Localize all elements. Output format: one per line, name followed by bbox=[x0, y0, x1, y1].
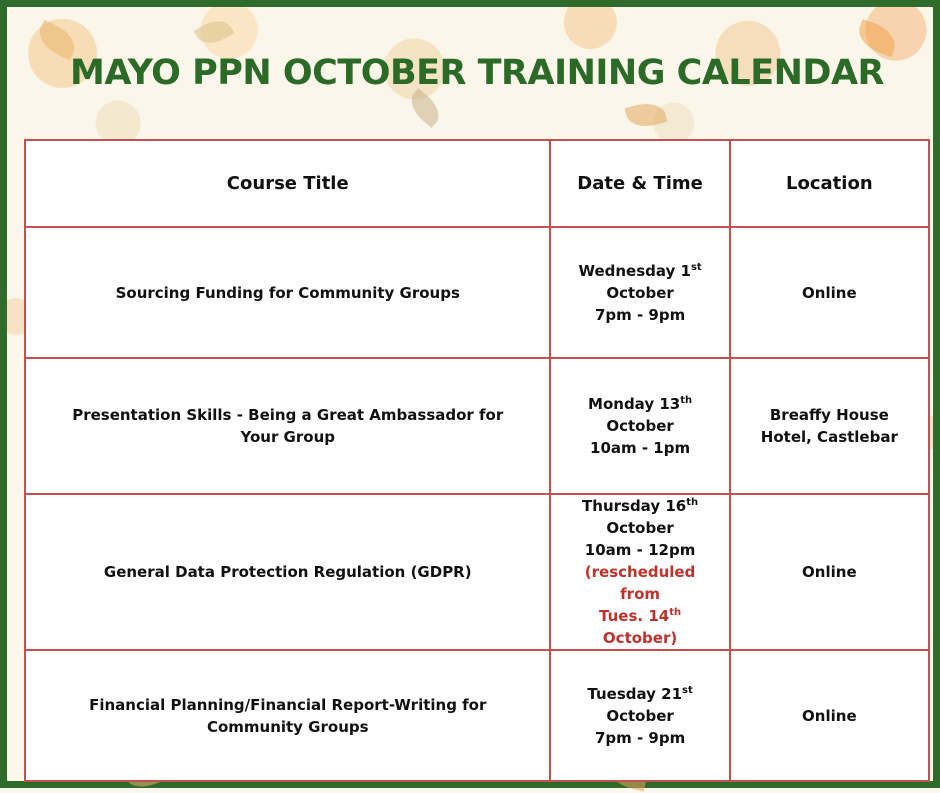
day-text: Wednesday 1 bbox=[578, 261, 691, 280]
table-row bbox=[25, 227, 929, 358]
course-title-cell: Financial Planning/Financial Report-Writing for Community Groups bbox=[25, 650, 550, 781]
reschedule-note-line-1: (rescheduled from bbox=[584, 563, 696, 603]
location-cell: Online bbox=[730, 227, 929, 358]
time-text: 10am - 12pm bbox=[584, 541, 696, 559]
header-date-time: Date & Time bbox=[550, 140, 729, 227]
day-text: Monday 13 bbox=[588, 395, 681, 413]
date-time-cell bbox=[550, 494, 729, 650]
reschedule-note-month: October) bbox=[602, 629, 678, 647]
time-text: 10am - 1pm bbox=[590, 439, 691, 457]
date-time-cell bbox=[550, 650, 729, 781]
day-line bbox=[565, 260, 714, 282]
month-text: October bbox=[606, 519, 674, 537]
header-course-title: Course Title bbox=[25, 140, 550, 227]
day-suffix: th bbox=[680, 395, 693, 406]
day-suffix: th bbox=[686, 497, 699, 508]
leaf-decoration bbox=[625, 98, 668, 131]
header-location: Location bbox=[730, 140, 929, 227]
month-text: October bbox=[606, 706, 674, 725]
table-row bbox=[25, 358, 929, 494]
day-line bbox=[565, 393, 714, 415]
month-text: October bbox=[606, 417, 674, 435]
leaf-decoration bbox=[404, 88, 446, 128]
day-text: Tuesday 21 bbox=[587, 684, 683, 703]
page-title: MAYO PPN OCTOBER TRAINING CALENDAR bbox=[70, 53, 884, 93]
day-suffix: st bbox=[682, 684, 693, 696]
reschedule-note-line-2 bbox=[565, 605, 714, 649]
reschedule-note-suffix: th bbox=[669, 607, 682, 618]
time-text: 7pm - 9pm bbox=[594, 728, 686, 747]
time-text: 7pm - 9pm bbox=[594, 305, 686, 324]
day-line bbox=[565, 683, 714, 705]
leaf-decoration bbox=[854, 19, 900, 57]
course-title-cell: General Data Protection Regulation (GDPR) bbox=[25, 494, 550, 650]
month-text: October bbox=[606, 283, 674, 302]
date-time-cell bbox=[550, 358, 729, 494]
table-row bbox=[25, 494, 929, 650]
training-calendar-table bbox=[24, 139, 930, 782]
table-row bbox=[25, 650, 929, 781]
location-cell: Online bbox=[730, 494, 929, 650]
reschedule-note-day: Tues. 14 bbox=[599, 607, 670, 625]
day-line bbox=[565, 495, 714, 517]
leaf-decoration bbox=[194, 14, 234, 50]
date-time-cell bbox=[550, 227, 729, 358]
course-title-cell: Sourcing Funding for Community Groups bbox=[25, 227, 550, 358]
day-text: Thursday 16 bbox=[582, 497, 687, 515]
table-header-row bbox=[25, 140, 929, 227]
location-cell: Online bbox=[730, 650, 929, 781]
day-suffix: st bbox=[690, 261, 702, 273]
course-title-cell: Presentation Skills - Being a Great Ambassador for Your Group bbox=[25, 358, 550, 494]
location-cell: Breaffy House Hotel, Castlebar bbox=[730, 358, 929, 494]
